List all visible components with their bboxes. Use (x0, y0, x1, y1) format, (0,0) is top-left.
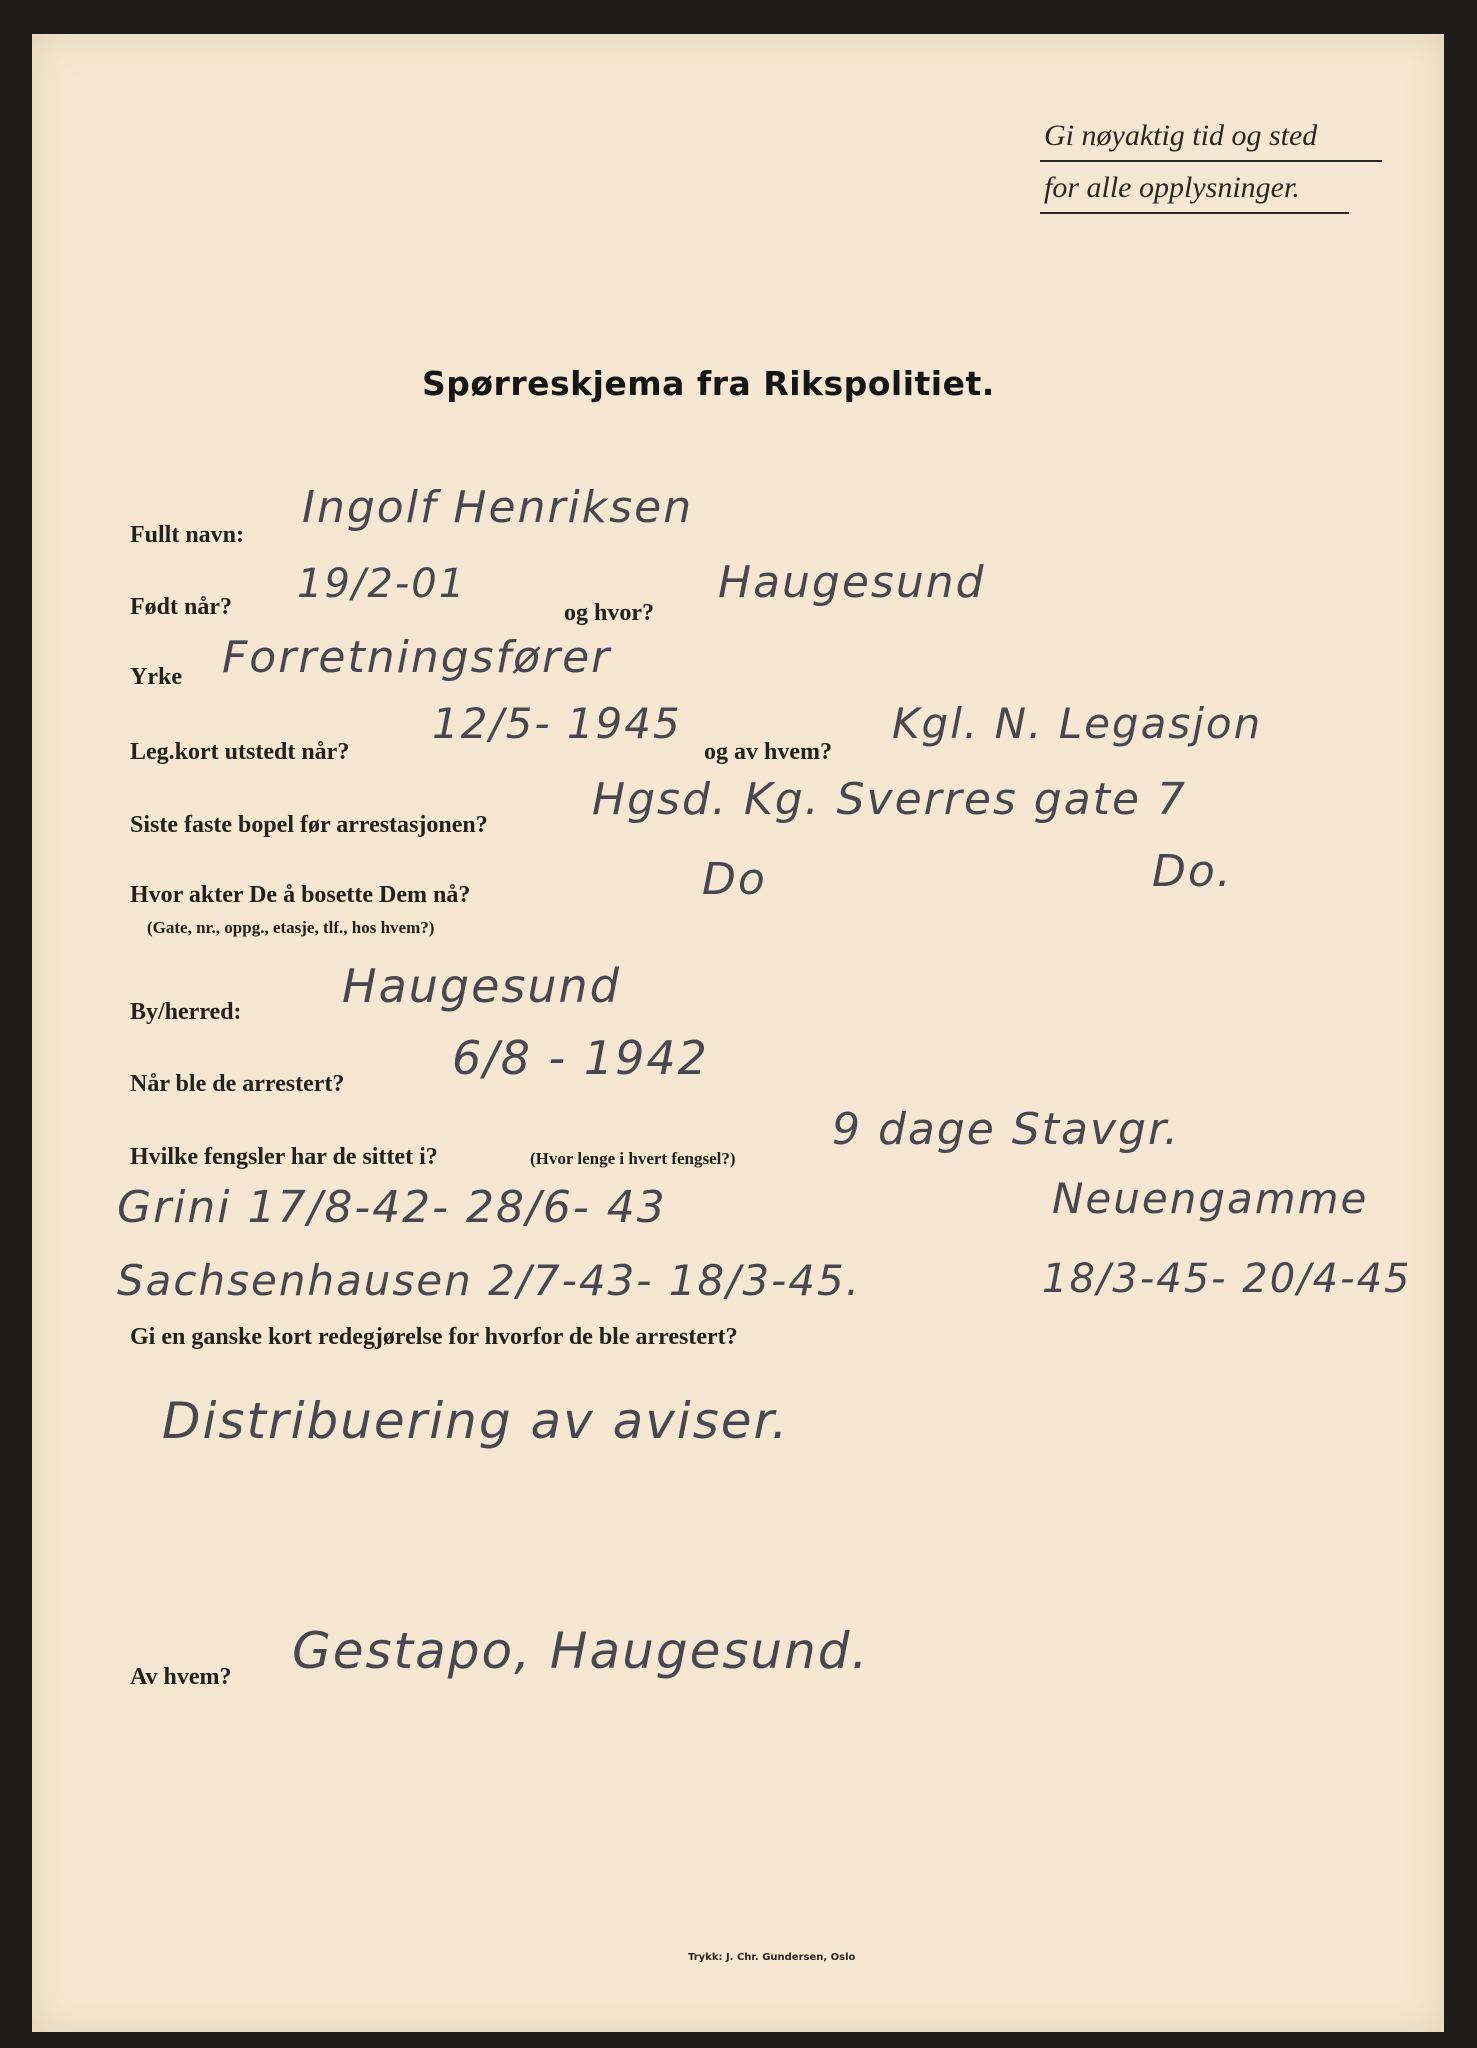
sublabel-fengsler: (Hvor lenge i hvert fengsel?) (530, 1149, 736, 1168)
value-fengsler-line-2b: Neuengamme (1052, 1174, 1369, 1223)
notice-line-1: Gi nøyaktig tid og sted (1040, 114, 1382, 162)
value-fengsler-line-3a: Sachsenhausen 2/7-43- 18/3-45. (117, 1256, 862, 1305)
label-legkort-nar: Leg.kort utstedt når? (130, 739, 350, 765)
value-bosette-2: Do. (1152, 846, 1233, 897)
label-av-hvem: Av hvem? (130, 1664, 232, 1690)
label-legkort-hvem: og av hvem? (704, 739, 832, 765)
instruction-notice (1040, 114, 1382, 214)
value-av-hvem: Gestapo, Haugesund. (292, 1622, 870, 1680)
label-yrke: Yrke (130, 664, 182, 690)
label-siste-bopel: Siste faste bopel før arrestasjonen? (130, 812, 488, 838)
label-arrestert-nar: Når ble de arrestert? (130, 1071, 345, 1097)
value-fengsler-line-3b: 18/3-45- 20/4-45 (1042, 1256, 1412, 1302)
value-bosette-1: Do (702, 854, 767, 905)
form-title: Spørreskjema fra Rikspolitiet. (422, 364, 995, 403)
value-fullt-navn: Ingolf Henriksen (302, 482, 694, 533)
label-fodt-nar: Født når? (130, 594, 232, 620)
label-by-herred: By/herred: (130, 999, 242, 1025)
value-legkort-hvem: Kgl. N. Legasjon (892, 699, 1263, 748)
value-fengsler-line-2a: Grini 17/8-42- 28/6- 43 (117, 1182, 667, 1233)
value-fodt-nar: 19/2-01 (297, 561, 467, 607)
value-hvorfor: Distribuering av aviser. (162, 1392, 790, 1450)
label-fullt-navn: Fullt navn: (130, 522, 245, 548)
printer-imprint: Trykk: J. Chr. Gundersen, Oslo (688, 1952, 856, 1963)
notice-line-2: for alle opplysninger. (1040, 166, 1349, 214)
label-bosette: Hvor akter De å bosette Dem nå? (130, 882, 471, 908)
value-by-herred: Haugesund (342, 959, 621, 1013)
value-fengsler-line-1: 9 dage Stavgr. (832, 1104, 1181, 1155)
label-fengsler: Hvilke fengsler har de sittet i? (130, 1144, 438, 1170)
value-og-hvor: Haugesund (718, 557, 986, 608)
value-legkort-nar: 12/5- 1945 (432, 699, 682, 748)
value-yrke: Forretningsfører (222, 632, 612, 683)
label-og-hvor: og hvor? (564, 600, 654, 626)
questionnaire-form (32, 34, 1444, 2032)
label-hvorfor: Gi en ganske kort redegjørelse for hvorfor de ble arrestert? (130, 1324, 738, 1350)
value-siste-bopel: Hgsd. Kg. Sverres gate 7 (592, 774, 1187, 825)
value-arrestert-nar: 6/8 - 1942 (452, 1031, 709, 1085)
sublabel-bosette: (Gate, nr., oppg., etasje, tlf., hos hvem?) (147, 918, 435, 937)
